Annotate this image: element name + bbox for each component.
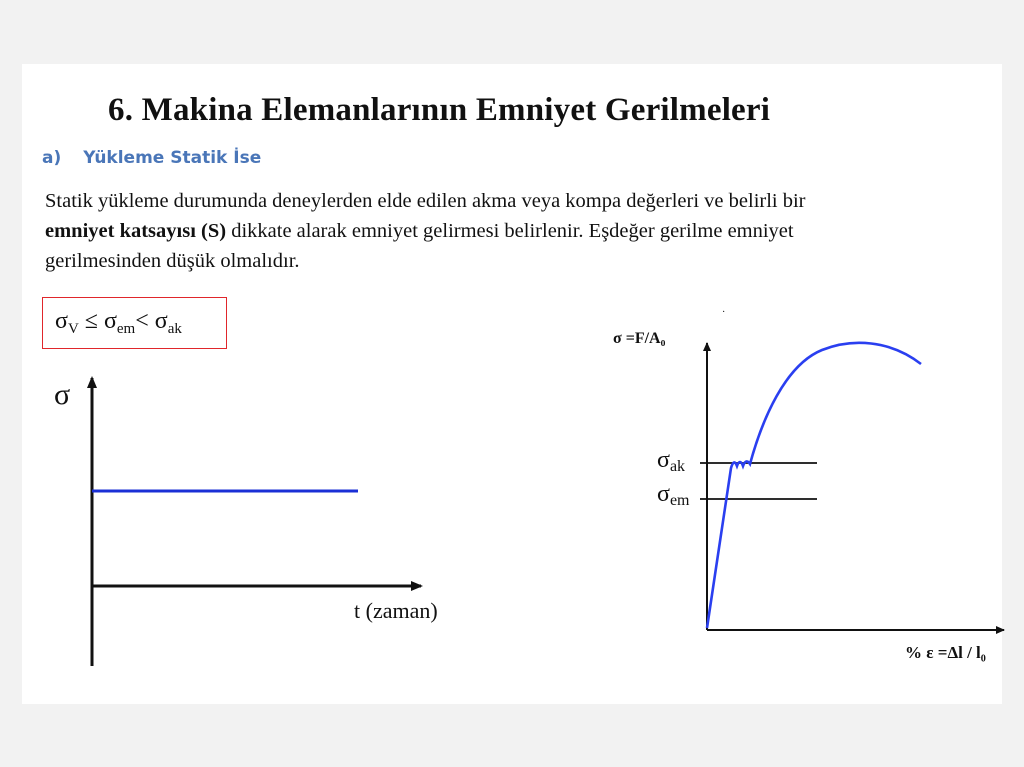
formula-sub-v: V xyxy=(67,321,79,337)
safety-factor-term: emniyet katsayısı (S) xyxy=(45,220,227,242)
formula-leq: ≤ xyxy=(78,308,104,334)
static-load-graph xyxy=(54,378,438,666)
yield-stress-label xyxy=(657,447,685,475)
section-heading-text: Yükleme Statik İse xyxy=(83,148,262,168)
allowable-stress-label xyxy=(657,481,690,509)
formula-sigma-em: σ xyxy=(103,308,117,334)
stress-strain-curve xyxy=(707,343,921,628)
left-x-axis-label: t (zaman) xyxy=(354,598,438,623)
left-y-axis-label: σ xyxy=(54,378,71,411)
right-y-axis-label: σ =F/A₀ xyxy=(613,330,666,347)
formula-lt: < xyxy=(135,308,155,334)
formula-sub-em: em xyxy=(116,321,136,337)
stress-strain-graph xyxy=(613,307,1004,662)
allowable-sub: em xyxy=(669,492,690,509)
allowable-sigma: σ xyxy=(657,481,670,507)
paragraph-line-2-rest: dikkate alarak emniyet gelirmesi belirlenir. Eşdeğer gerilme emniyet xyxy=(226,220,794,242)
paragraph-line-3: gerilmesinden düşük olmalıdır. xyxy=(45,250,300,272)
section-marker: a) xyxy=(42,148,62,168)
yield-sigma: σ xyxy=(657,447,670,473)
right-x-axis-label: % ε =Δl / l₀ xyxy=(905,643,986,662)
yield-sub: ak xyxy=(669,458,686,475)
formula-sigma-ak: σ xyxy=(154,308,168,334)
tick-mark: · xyxy=(722,307,726,318)
paragraph-line-1: Statik yükleme durumunda deneylerden elde edilen akma veya kompa değerleri ve belirli bir xyxy=(45,190,806,212)
formula-sub-ak: ak xyxy=(167,321,182,337)
formula-sigma-v: σ xyxy=(55,308,68,334)
slide-title: 6. Makina Elemanlarının Emniyet Gerilmeleri xyxy=(108,92,771,128)
